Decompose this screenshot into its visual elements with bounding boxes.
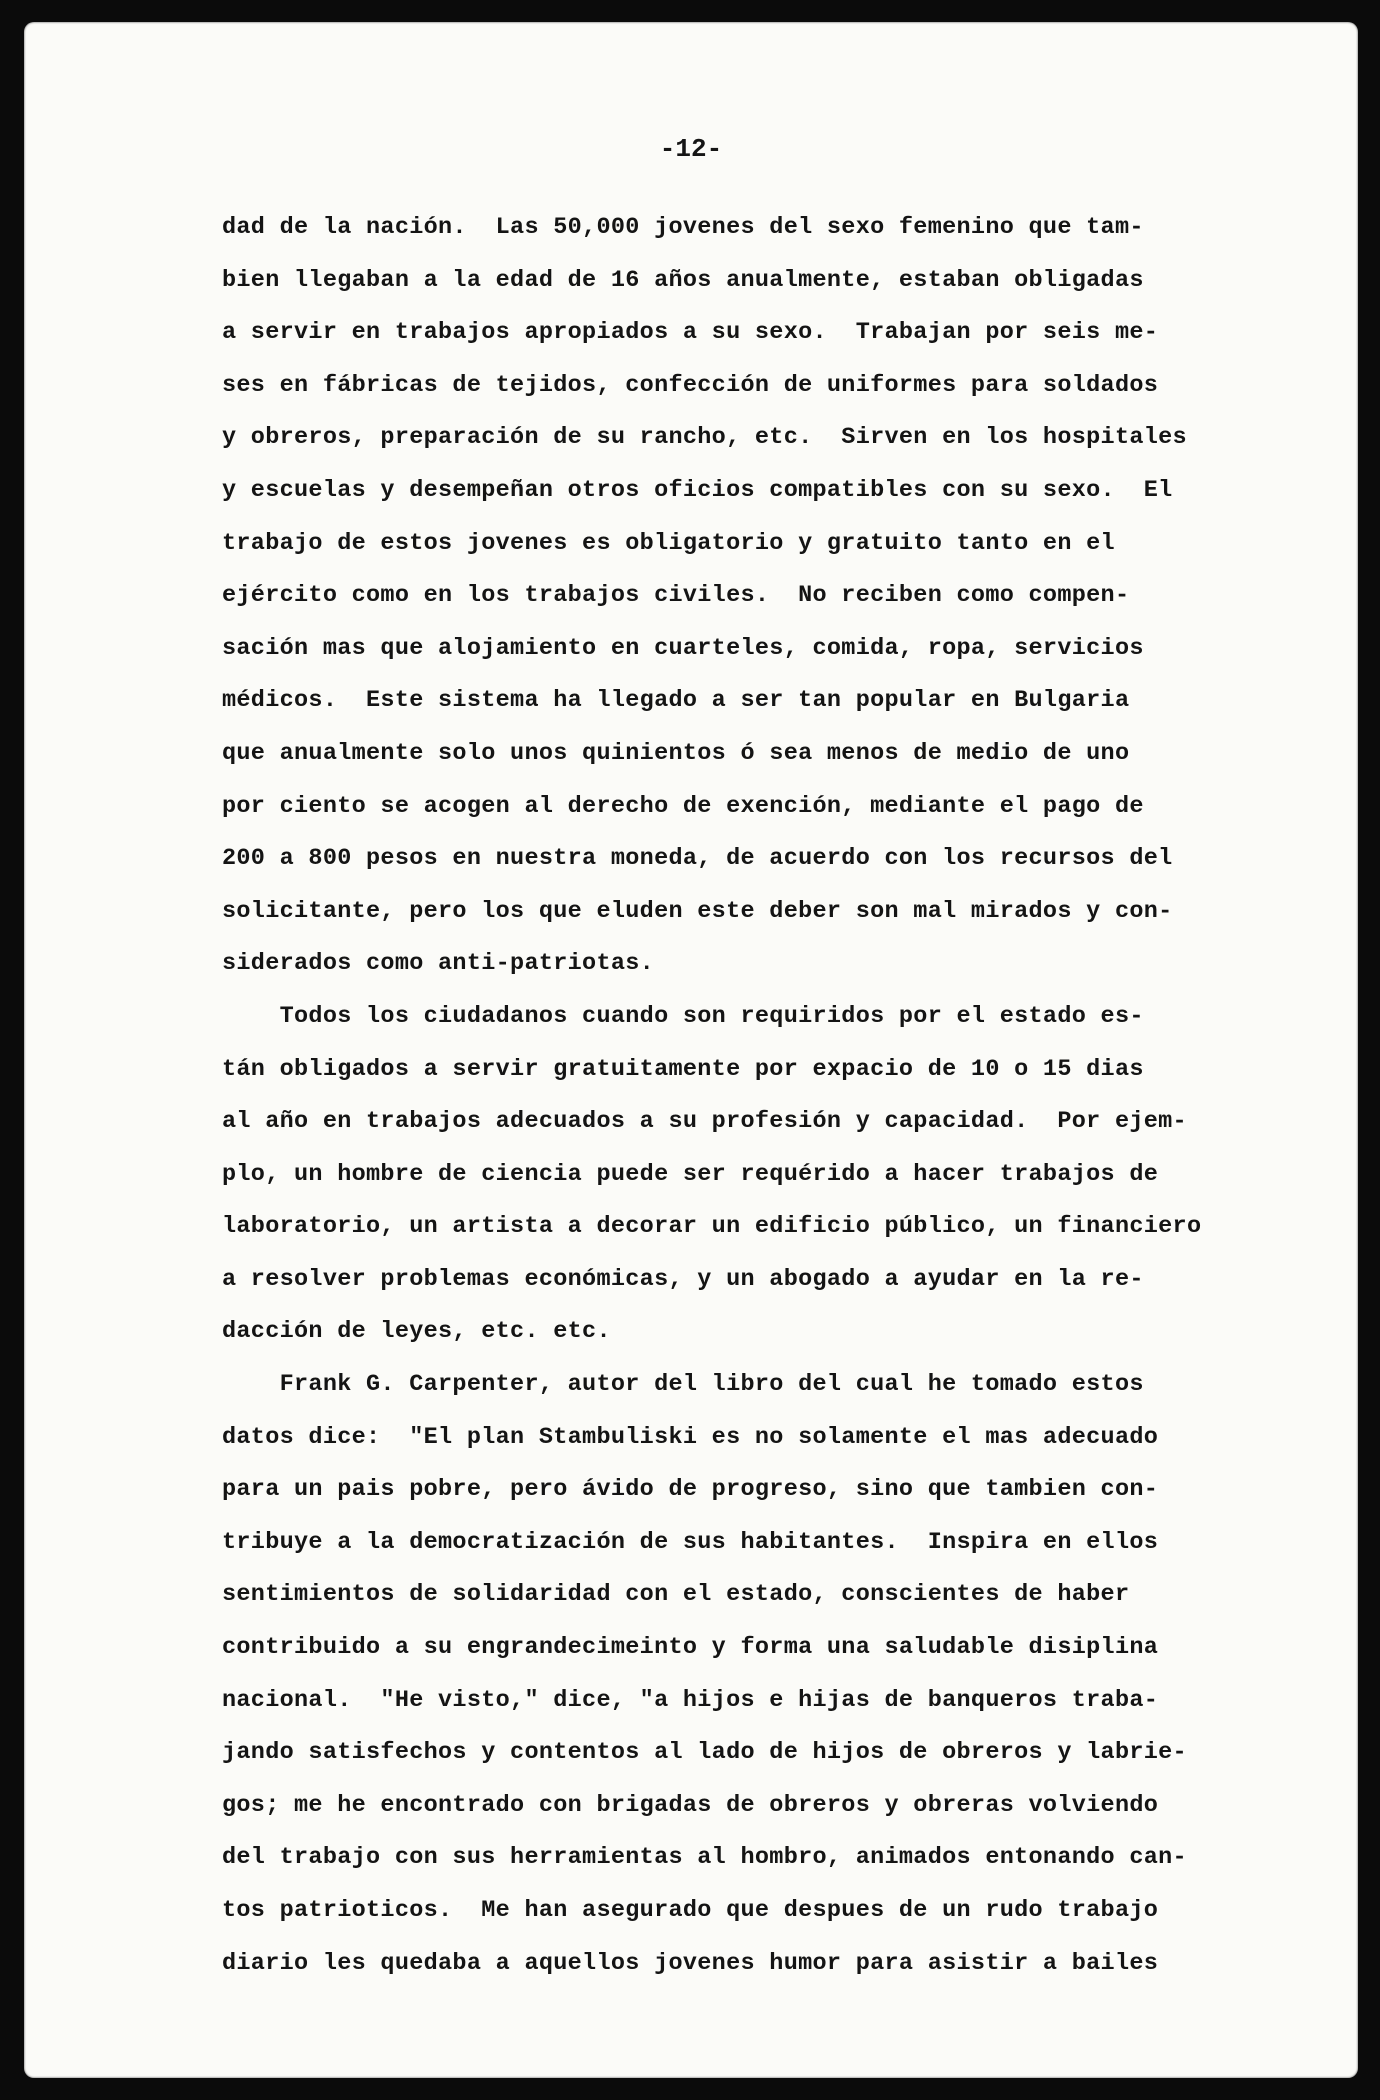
text-line: nacional. "He visto," dice, "a hijos e hijas de banqueros traba- (222, 1686, 1159, 1714)
text-line: tán obligados a servir gratuitamente por expacio de 10 o 15 dias (222, 1055, 1144, 1083)
document-page (24, 22, 1358, 2078)
text-line: dacción de leyes, etc. etc. (222, 1318, 611, 1346)
text-line: sación mas que alojamiento en cuarteles, comida, ropa, servicios (222, 634, 1144, 662)
text-line: por ciento se acogen al derecho de exención, mediante el pago de (222, 792, 1144, 820)
text-line: contribuido a su engrandecimeinto y forma una saludable disiplina (222, 1634, 1159, 1662)
text-line: Todos los ciudadanos cuando son requiridos por el estado es- (222, 1002, 1144, 1030)
text-line: ejército como en los trabajos civiles. No reciben como compen- (222, 582, 1130, 610)
text-line: solicitante, pero los que eluden este deber son mal mirados y con- (222, 897, 1173, 925)
text-line: para un pais pobre, pero ávido de progreso, sino que tambien con- (222, 1476, 1159, 1504)
text-line: y escuelas y desempeñan otros oficios compatibles con su sexo. El (222, 476, 1173, 504)
text-line: al año en trabajos adecuados a su profesión y capacidad. Por ejem- (222, 1108, 1187, 1136)
text-line: dad de la nación. Las 50,000 jovenes del sexo femenino que tam- (222, 214, 1144, 241)
text-line: tos patrioticos. Me han asegurado que despues de un rudo trabajo (222, 1897, 1159, 1924)
text-line: jando satisfechos y contentos al lado de hijos de obreros y labrie- (222, 1739, 1187, 1767)
text-line: a resolver problemas económicas, y un abogado a ayudar en la re- (222, 1265, 1144, 1293)
text-line: ses en fábricas de tejidos, confección de uniformes para soldados (222, 371, 1159, 399)
text-line: que anualmente solo unos quinientos ó sea menos de medio de uno (222, 739, 1130, 767)
text-line: siderados como anti-patriotas. (222, 950, 655, 978)
text-line: trabajo de estos jovenes es obligatorio y gratuito tanto en el (222, 529, 1115, 557)
text-line: diario les quedaba a aquellos jovenes humor para asistir a bailes (222, 1949, 1159, 1977)
text-line: plo, un hombre de ciencia puede ser requérido a hacer trabajos de (222, 1160, 1159, 1188)
text-line: y obreros, preparación de su rancho, etc. Sirven en los hospitales (222, 424, 1187, 452)
text-line: gos; me he encontrado con brigadas de obreros y obreras volviendo (222, 1791, 1159, 1819)
text-line: del trabajo con sus herramientas al hombro, animados entonando can- (222, 1844, 1187, 1872)
text-line: sentimientos de solidaridad con el estado, conscientes de haber (222, 1581, 1130, 1609)
body-text (222, 202, 1352, 1990)
text-line: 200 a 800 pesos en nuestra moneda, de acuerdo con los recursos del (222, 845, 1173, 873)
text-line: bien llegaban a la edad de 16 años anualmente, estaban obligadas (222, 266, 1144, 294)
text-line: laboratorio, un artista a decorar un edificio público, un financiero (222, 1213, 1202, 1241)
text-line: Frank G. Carpenter, autor del libro del cual he tomado estos (222, 1371, 1144, 1399)
text-line: médicos. Este sistema ha llegado a ser tan popular en Bulgaria (222, 687, 1130, 715)
text-line: a servir en trabajos apropiados a su sexo. Trabajan por seis me- (222, 319, 1159, 347)
text-line: tribuye a la democratización de sus habitantes. Inspira en ellos (222, 1528, 1159, 1556)
page-number: -12- (659, 134, 723, 164)
text-line: datos dice: "El plan Stambuliski es no solamente el mas adecuado (222, 1423, 1159, 1451)
